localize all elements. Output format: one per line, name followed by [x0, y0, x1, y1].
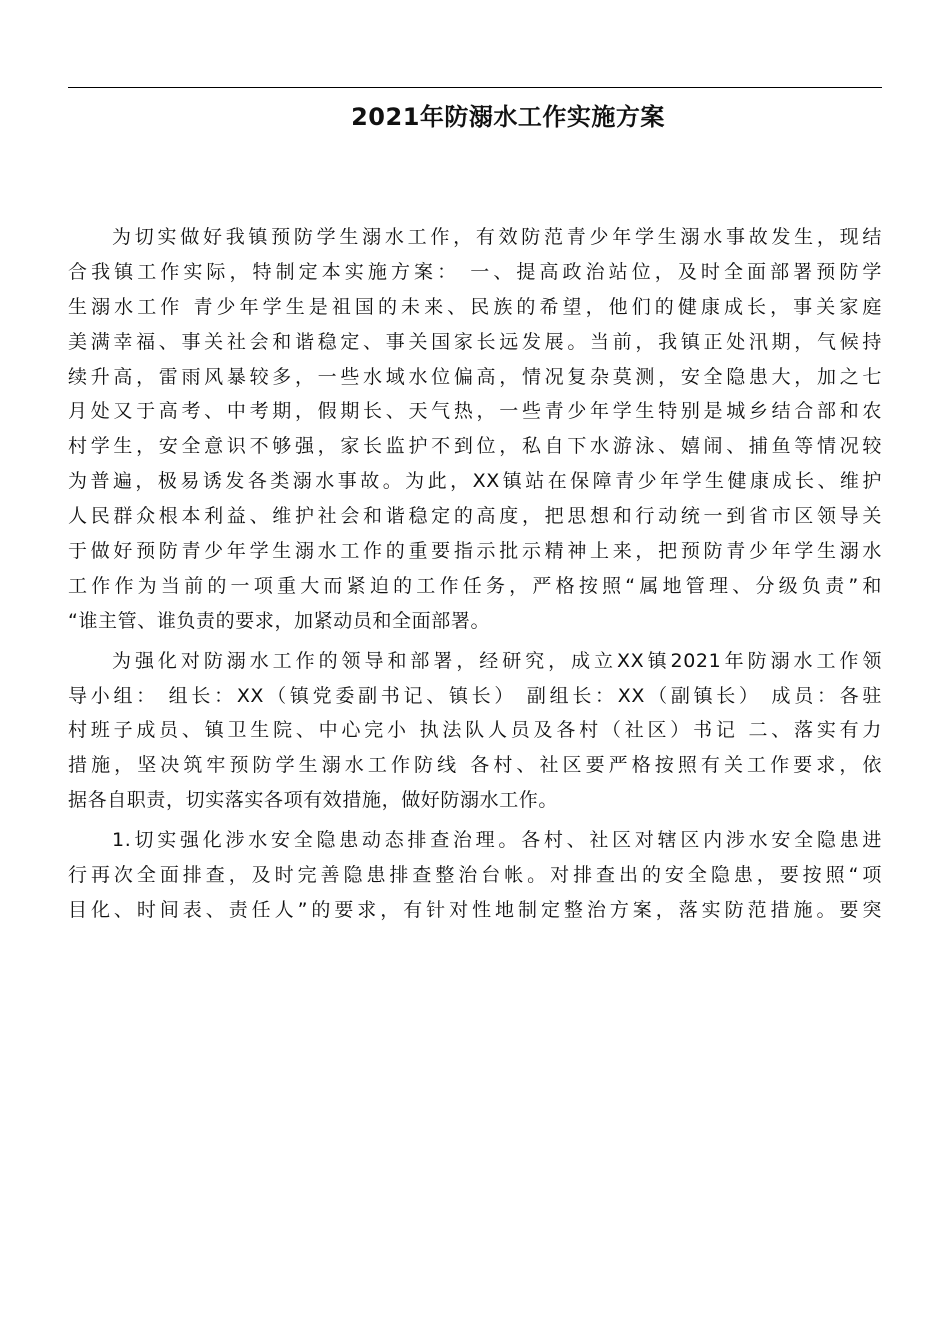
text-line: 导小组： 组长：XX（镇党委副书记、镇长） 副组长：XX（副镇长） 成员：各驻 — [68, 684, 882, 707]
text-line: 措施，坚决筑牢预防学生溺水工作防线 各村、社区要严格按照有关工作要求，依 — [68, 754, 882, 777]
text-line: 工作作为当前的一项重大而紧迫的工作任务，严格按照“属地管理、分级负责”和 — [68, 574, 882, 597]
document-title: 2021年防溺水工作实施方案 — [351, 103, 665, 131]
text-line: 生溺水工作 青少年学生是祖国的未来、民族的希望，他们的健康成长，事关家庭 — [68, 295, 882, 318]
document-body — [68, 220, 882, 933]
text-line: 村班子成员、镇卫生院、中心完小 执法队人员及各村（社区）书记 二、落实有力 — [68, 719, 882, 742]
text-line: 为切实做好我镇预防学生溺水工作，有效防范青少年学生溺水事故发生，现结 — [112, 226, 882, 248]
text-line: 月处又于高考、中考期，假期长、天气热，一些青少年学生特别是城乡结合部和农 — [68, 400, 882, 423]
text-line: 据各自职责，切实落实各项有效措施，做好防溺水工作。 — [68, 789, 559, 812]
text-line: 1.切实强化涉水安全隐患动态排查治理。各村、社区对辖区内涉水安全隐患进 — [112, 829, 882, 852]
paragraph-measure-1 — [68, 823, 882, 928]
text-line: 村学生，安全意识不够强，家长监护不到位，私自下水游泳、嬉闹、捕鱼等情况较 — [68, 435, 882, 458]
text-line: 于做好预防青少年学生溺水工作的重要指示批示精神上来，把预防青少年学生溺水 — [68, 540, 882, 563]
text-line: 为普遍，极易诱发各类溺水事故。为此，XX镇站在保障青少年学生健康成长、维护 — [68, 470, 882, 493]
paragraph-leadership-group — [68, 644, 882, 818]
text-line: 行再次全面排查，及时完善隐患排查整治台帐。对排查出的安全隐患，要按照“项 — [68, 864, 882, 887]
header-rule — [68, 87, 882, 88]
text-line: 美满幸福、事关社会和谐稳定、事关国家长远发展。当前，我镇正处汛期，气候持 — [68, 330, 882, 353]
text-line: 续升高，雷雨风暴较多，一些水域水位偏高，情况复杂莫测，安全隐患大，加之七 — [68, 365, 882, 388]
text-line: 人民群众根本利益、维护社会和谐稳定的高度，把思想和行动统一到省市区领导关 — [68, 505, 882, 528]
paragraph-intro — [68, 220, 882, 639]
text-line: 为强化对防溺水工作的领导和部署，经研究，成立XX镇2021年防溺水工作领 — [112, 649, 882, 672]
text-line: 合我镇工作实际，特制定本实施方案： 一、提高政治站位，及时全面部署预防学 — [68, 260, 882, 283]
text-line: 目化、时间表、责任人”的要求，有针对性地制定整治方案，落实防范措施。要突 — [68, 898, 882, 921]
text-line: “谁主管、谁负责的要求，加紧动员和全面部署。 — [68, 609, 491, 632]
